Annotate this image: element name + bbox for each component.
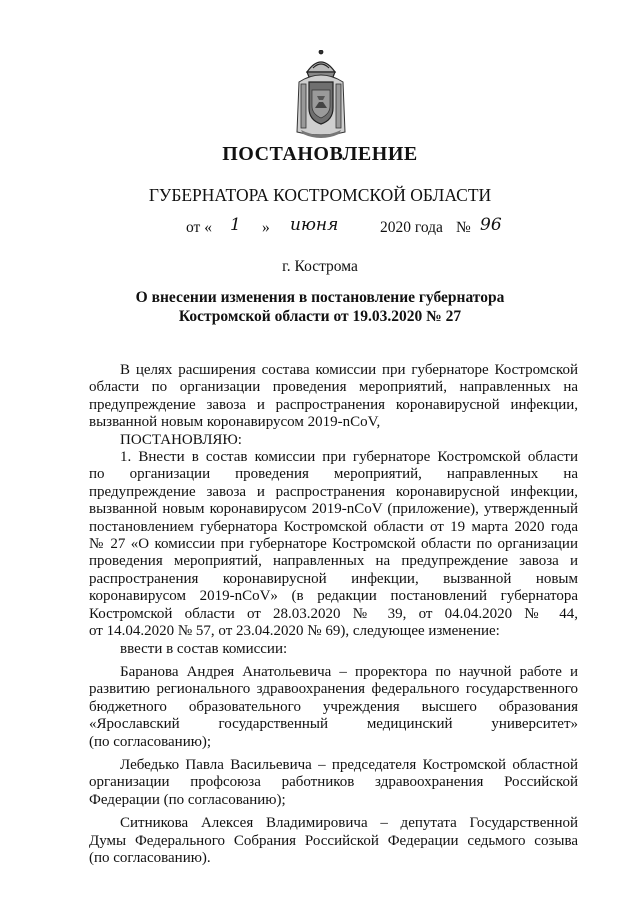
text-line: Баранова Андрея Анатольевича – проректора по научной работе и: [120, 663, 578, 680]
subject-line: Костромской области от 19.03.2020 № 27: [178, 308, 462, 325]
text-line: проведения мероприятий, направленных на предупреждение завоза и: [89, 553, 578, 570]
preamble-paragraph: [89, 362, 578, 432]
intro-line: [89, 641, 578, 658]
issuer-title: ГУБЕРНАТОРА КОСТРОМСКОЙ ОБЛАСТИ: [148, 185, 492, 205]
member-paragraph: [89, 815, 578, 867]
text-line: Думы Федерального Собрания Российской Федерации седьмого созыва: [89, 832, 578, 849]
date-day-handwritten: 1: [230, 215, 241, 235]
text-line: № 27 «О комиссии при губернаторе Костромской области по организации: [89, 536, 578, 553]
text-line: Костромской области от 28.03.2020 № 39, от 04.04.2020 № 44,: [89, 605, 578, 622]
text-line: области по организации проведения мероприятий, направленных на: [89, 379, 578, 396]
text-line: 1. Внести в состав комиссии при губернаторе Костромской области: [120, 449, 578, 466]
city: г. Кострома: [282, 258, 358, 275]
kostroma-region-coat-of-arms-icon: [293, 50, 349, 138]
text-line: (по согласованию);: [89, 733, 212, 750]
date-year: 2020 года: [380, 219, 443, 236]
number-sign: №: [456, 219, 471, 236]
date-number-line: [186, 215, 626, 245]
member-paragraph: [89, 664, 578, 751]
text-line: развитию регионального здравоохранения федерального государственного: [89, 681, 578, 698]
text-line: вызванной новым коронавирусом 2019-nCoV,: [89, 414, 381, 431]
text-line: по организации проведения мероприятий, направленных на: [89, 466, 578, 483]
text-line: предупреждение завоза и распространения коронавирусной инфекции,: [89, 396, 578, 413]
document-subject: [0, 288, 640, 326]
text-line: Лебедько Павла Васильевича – председателя Костромской областной: [120, 756, 578, 773]
text-line: (по согласованию).: [89, 849, 211, 866]
date-prefix: от «: [186, 219, 212, 236]
text-line: «Ярославский государственный медицинский университет»: [89, 716, 578, 733]
document-type-title: ПОСТАНОВЛЕНИЕ: [222, 143, 418, 165]
text-line: от 14.04.2020 № 57, от 23.04.2020 № 69), следующее изменение:: [89, 623, 500, 640]
text-line: вызванной новым коронавирусом 2019-nCoV (приложение), утвержденный: [89, 501, 578, 518]
text-line: ввести в состав комиссии:: [120, 640, 288, 657]
date-month-handwritten: июня: [290, 215, 339, 235]
text-line: В целях расширения состава комиссии при губернаторе Костромской: [120, 362, 578, 378]
text-line: ПОСТАНОВЛЯЮ:: [120, 431, 242, 448]
text-line: Ситникова Алексея Владимировича – депутата Государственной: [120, 815, 578, 832]
date-quote-close: »: [262, 219, 270, 236]
text-line: предупреждение завоза и распространения коронавирусной инфекции,: [89, 483, 578, 500]
text-line: бюджетного образовательного учреждения высшего образования: [89, 698, 578, 715]
text-line: организации профсоюза работников здравоохранения Российской: [89, 774, 578, 791]
decree-word: [89, 432, 578, 449]
document-body: [89, 362, 578, 867]
text-line: коронавирусом 2019-nCoV» (в редакции постановлений губернатора: [89, 588, 578, 605]
item-1-paragraph: [89, 449, 578, 640]
subject-line: О внесении изменения в постановление губернатора: [135, 289, 505, 306]
document-number-handwritten: 96: [480, 215, 502, 235]
text-line: постановлением губернатора Костромской области от 19 марта 2020 года: [89, 518, 578, 535]
text-line: Федерации (по согласованию);: [89, 791, 286, 808]
member-paragraph: [89, 757, 578, 809]
text-line: распространения коронавирусной инфекции, вызванной новым: [89, 570, 578, 587]
